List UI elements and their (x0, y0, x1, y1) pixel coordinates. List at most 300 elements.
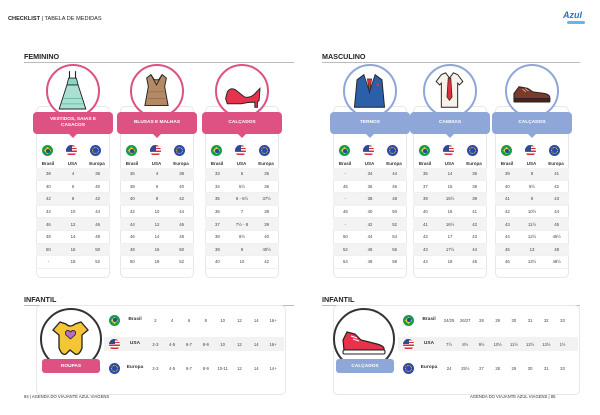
table-cell: - (47, 259, 50, 265)
table-row (333, 206, 407, 219)
column-header: Brasil (41, 161, 55, 166)
table-cell: 12 (237, 341, 242, 347)
table-cell: 7 (240, 209, 244, 215)
table-cell: 54 (392, 234, 398, 240)
table-cell: 40 (504, 183, 510, 189)
azul-logo (563, 10, 591, 28)
table-cell: 16 (154, 246, 160, 252)
table-cell: 42 (504, 209, 510, 215)
column-header: USA (236, 161, 247, 166)
table-cell: 44 (392, 171, 398, 177)
card-icon-circle (215, 64, 269, 118)
brazil-flag-icon (419, 145, 430, 156)
europe-flag-icon (387, 145, 398, 156)
table-cell: 43 (472, 234, 478, 240)
table-cell: 45 (504, 246, 510, 252)
table-row (333, 168, 407, 181)
table-cell: 48½ (552, 259, 561, 265)
table-cell: 6 (71, 183, 75, 189)
table-row (36, 168, 110, 181)
table-cell: 50 (129, 259, 135, 265)
table-row (205, 181, 279, 194)
table-row (36, 256, 110, 269)
page-header (8, 16, 102, 22)
table-cell: 14+ (269, 365, 277, 371)
table-cell: 40 (179, 183, 185, 189)
table-row (495, 181, 569, 194)
column-header: Europa (89, 161, 105, 166)
table-cell: 11½ (527, 221, 537, 227)
table-cell: 48 (367, 259, 373, 265)
table-cell: 37 (214, 221, 220, 227)
table-row (413, 193, 487, 206)
table-cell: 15 (447, 183, 453, 189)
table-cell: 44 (554, 209, 560, 215)
table-row (120, 181, 194, 194)
table-row (120, 206, 194, 219)
table-row (413, 206, 487, 219)
table-cell: 18 (447, 259, 453, 265)
table-row (495, 244, 569, 257)
footer-left: 84 | AGENDA DO VIAJANTE AZUL VIAGENS (24, 394, 110, 399)
column-header: Brasil (418, 161, 432, 166)
table-cell: 56 (392, 246, 398, 252)
table-cell: 41 (422, 221, 428, 227)
table-cell: 8 (155, 196, 159, 202)
table-cell: 6 - 6½ (235, 196, 249, 202)
table-cell: 8½ (462, 341, 469, 347)
table-cell: 42 (95, 196, 101, 202)
logo-swoosh (567, 21, 585, 24)
table-cell: 6-7 (185, 341, 193, 347)
table-cell: 50 (342, 234, 348, 240)
table-cell: 11½ (509, 341, 518, 347)
table-cell: 8-9 (202, 365, 209, 371)
table-cell: 40 (367, 209, 373, 215)
column-header: Europa (258, 161, 274, 166)
section-title-infantil: INFANTIL (322, 295, 355, 304)
table-cell: 17½ (445, 246, 455, 252)
column-header: Brasil (500, 161, 514, 166)
table-cell: 2-3 (152, 365, 159, 371)
table-cell: 4-5 (169, 341, 176, 347)
table-cell: 43 (422, 246, 428, 252)
table-cell: 38 (129, 183, 135, 189)
table-cell: 39 (214, 246, 220, 252)
section-title-feminino: FEMININO (24, 52, 60, 61)
table-cell: 4-5 (169, 365, 176, 371)
table-cell: 38 (179, 171, 185, 177)
card-category-label: CAMISAS (410, 112, 490, 134)
table-row (495, 193, 569, 206)
table-cell: 10½ (527, 209, 537, 215)
table-cell: 12 (70, 221, 76, 227)
table-row (36, 218, 110, 231)
table-row (205, 168, 279, 181)
table-cell: 12½ (526, 341, 535, 347)
table-cell: 46 (45, 221, 51, 227)
table-cell: 46 (392, 183, 398, 189)
table-cell: 46 (504, 259, 510, 265)
table-cell: 7½ - 8 (235, 221, 249, 227)
table-cell: 38 (472, 183, 478, 189)
brazil-flag-icon (42, 145, 53, 156)
brazil-flag-icon (403, 315, 414, 326)
table-row (413, 181, 487, 194)
table-cell: 40 (95, 183, 101, 189)
table-cell: 52 (342, 246, 348, 252)
table-cell: 9 (530, 196, 534, 202)
table-cell: 13 (529, 246, 535, 252)
table-cell: 1½ (559, 341, 566, 347)
card-icon-circle (130, 64, 184, 118)
usa-flag-icon (66, 145, 77, 156)
table-cell: 40 (264, 234, 270, 240)
table-cell: 2-3 (152, 341, 159, 347)
table-row (495, 231, 569, 244)
table-cell: 9½ (478, 341, 485, 347)
table-cell: 42 (422, 234, 428, 240)
shirt-icon (425, 66, 474, 115)
table-cell: 5 (240, 171, 244, 177)
table-cell: - (344, 221, 347, 227)
column-header: Brasil (125, 161, 139, 166)
column-header: Brasil (338, 161, 352, 166)
country-label: Brasil (422, 317, 436, 322)
table-row (36, 244, 110, 257)
table-cell: 38 (264, 209, 270, 215)
table-row (495, 218, 569, 231)
table-cell: 36 (472, 171, 478, 177)
table-cell: 33 (560, 317, 565, 323)
table-row (120, 244, 194, 257)
table-cell: 35 (264, 171, 270, 177)
table-cell: 48 (95, 234, 101, 240)
table-row (333, 181, 407, 194)
table-cell: 50 (95, 246, 101, 252)
table-row (205, 193, 279, 206)
infantil-calcados-label: CALÇADOS (336, 359, 394, 373)
table-row (205, 244, 279, 257)
table-cell: 8 (530, 171, 534, 177)
table-cell: 44 (95, 209, 101, 215)
europe-flag-icon (174, 145, 185, 156)
table-cell: 36 (264, 183, 270, 189)
table-cell: 58 (392, 259, 398, 265)
table-cell: 28 (495, 365, 501, 371)
table-cell: 10½ (493, 341, 502, 347)
table-cell: 16+ (269, 317, 277, 323)
size-table (120, 168, 194, 269)
table-cell: 18 (70, 259, 76, 265)
table-cell: 13½ (542, 341, 551, 347)
column-header: Europa (466, 161, 482, 166)
table-cell: 16 (447, 209, 453, 215)
table-cell: 33 (214, 171, 220, 177)
table-row (333, 193, 407, 206)
table-row (413, 256, 487, 269)
table-cell: 5½ (239, 183, 245, 189)
brazil-flag-icon (211, 145, 222, 156)
table-cell: 50 (392, 209, 398, 215)
table-cell: 17 (447, 234, 453, 240)
table-cell: 7½ (446, 341, 452, 347)
brazil-flag-icon (109, 315, 120, 326)
table-cell: 44 (367, 234, 373, 240)
table-cell: 52 (95, 259, 101, 265)
country-label: USA (129, 341, 141, 346)
table-cell: 10-11 (217, 365, 228, 371)
table-cell: 35 (422, 171, 428, 177)
usa-flag-icon (109, 339, 120, 350)
size-table (333, 168, 407, 269)
table-row (495, 256, 569, 269)
table-cell: - (344, 196, 347, 202)
table-cell: 13½ (527, 259, 537, 265)
table-cell: 26/27 (460, 317, 471, 323)
column-header: Brasil (210, 161, 224, 166)
table-cell: 8½ (239, 234, 245, 240)
table-cell: 46 (179, 221, 185, 227)
table-cell: 27 (479, 365, 484, 371)
table-cell: 6-7 (185, 365, 193, 371)
card-category-label: CALÇADOS (492, 112, 572, 134)
table-cell: 14 (447, 171, 453, 177)
table-cell: 8 (71, 196, 75, 202)
table-cell: 46½ (552, 234, 561, 240)
size-table (495, 168, 569, 269)
table-cell: 40 (422, 209, 428, 215)
section-divider (322, 62, 580, 63)
table-cell: 8-9 (202, 341, 209, 347)
table-cell: 48 (45, 234, 51, 240)
table-cell: 12 (237, 317, 242, 323)
usa-flag-icon (403, 339, 414, 350)
europe-flag-icon (403, 363, 414, 374)
table-cell: 42 (554, 183, 560, 189)
table-cell: 12 (154, 221, 160, 227)
table-cell: 48 (554, 246, 560, 252)
table-row (120, 231, 194, 244)
header-prefix: CHECKLIST (8, 16, 41, 22)
table-cell: 44 (129, 221, 135, 227)
table-cell: 52 (179, 259, 185, 265)
table-row (120, 256, 194, 269)
country-label: Brasil (128, 317, 142, 322)
usa-flag-icon (150, 145, 161, 156)
column-header: USA (67, 161, 78, 166)
europe-flag-icon (549, 145, 560, 156)
table-row (36, 181, 110, 194)
table-cell: 36 (95, 171, 101, 177)
section-title-infantil: INFANTIL (24, 295, 57, 304)
size-table (205, 168, 279, 269)
table-cell: 36 (129, 171, 135, 177)
column-header: USA (364, 161, 375, 166)
usa-flag-icon (443, 145, 454, 156)
europe-flag-icon (467, 145, 478, 156)
column-header: Europa (173, 161, 189, 166)
column-header: USA (526, 161, 537, 166)
table-cell: 41 (504, 196, 510, 202)
card-icon-circle (343, 64, 397, 118)
table-cell: 29 (511, 365, 517, 371)
table-cell: 31 (527, 317, 533, 323)
suit-icon (345, 66, 394, 115)
table-cell: 16½ (445, 221, 455, 227)
table-cell: 42 (264, 259, 270, 265)
table-cell: 42 (367, 221, 373, 227)
size-table (413, 168, 487, 269)
table-cell: 42 (45, 196, 51, 202)
table-row (413, 231, 487, 244)
table-row (205, 256, 279, 269)
table-row (120, 218, 194, 231)
europe-flag-icon (109, 363, 120, 374)
men-shoe-icon (507, 66, 556, 115)
table-cell: 37 (422, 183, 428, 189)
table-cell: 15½ (445, 196, 455, 202)
table-cell: 52 (392, 221, 398, 227)
table-cell: 40 (45, 183, 51, 189)
header-title: | TABELA DE MEDIDAS (41, 16, 102, 22)
logo-text: Azul (563, 10, 582, 20)
table-row (205, 206, 279, 219)
table-cell: 45 (472, 259, 478, 265)
card-icon-circle (46, 64, 100, 118)
table-cell: 30 (511, 317, 517, 323)
table-cell: 8 (204, 317, 207, 323)
table-cell: 48 (129, 246, 135, 252)
table-cell: 39 (422, 196, 428, 202)
table-cell: 4 (171, 317, 174, 323)
table-cell: 42 (129, 209, 135, 215)
card-icon-circle (423, 64, 477, 118)
table-cell: 12½ (527, 234, 537, 240)
table-cell: 4 (71, 171, 75, 177)
table-cell: 10 (239, 259, 245, 265)
table-cell: 46 (342, 183, 348, 189)
table-row (333, 218, 407, 231)
table-cell: 28 (479, 317, 484, 323)
table-cell: 14 (253, 365, 259, 371)
brazil-flag-icon (339, 145, 350, 156)
table-cell: 38 (45, 171, 51, 177)
card-category-label: BLUSAS E MALHAS (117, 112, 197, 134)
table-cell: 12 (237, 365, 242, 371)
table-cell: 16+ (269, 341, 277, 347)
table-row (333, 244, 407, 257)
table-row (36, 231, 110, 244)
table-cell: 6 (155, 183, 159, 189)
section-title-masculino: MASCULINO (322, 52, 366, 61)
table-cell: 10 (154, 209, 160, 215)
table-cell: 2 (154, 317, 157, 323)
table-cell: 9 (240, 246, 244, 252)
table-cell: 50 (45, 246, 51, 252)
table-cell: 40 (214, 259, 220, 265)
table-cell: 41 (554, 171, 560, 177)
table-cell: 48 (342, 209, 348, 215)
table-cell: 14 (253, 341, 259, 347)
table-cell: 39 (504, 171, 510, 177)
table-cell: 44 (422, 259, 428, 265)
dress-icon (48, 66, 97, 115)
table-cell: 43 (554, 196, 560, 202)
blouse-icon (132, 66, 181, 115)
card-category-label: CALÇADOS (202, 112, 282, 134)
table-cell: 38 (367, 196, 373, 202)
usa-flag-icon (525, 145, 536, 156)
usa-flag-icon (363, 145, 374, 156)
table-cell: 10 (220, 341, 225, 347)
table-cell: 40 (129, 196, 135, 202)
europe-flag-icon (259, 145, 270, 156)
table-cell: 10 (70, 209, 76, 215)
infantil-roupas-label: ROUPAS (42, 359, 100, 373)
table-cell: 48 (179, 234, 185, 240)
table-cell: 30 (527, 365, 533, 371)
usa-flag-icon (235, 145, 246, 156)
table-cell: 16 (70, 246, 76, 252)
table-row (120, 193, 194, 206)
table-cell: 36 (214, 209, 220, 215)
table-cell: 24 (446, 365, 452, 371)
table-cell: 44 (472, 246, 478, 252)
high-heel-icon (217, 66, 266, 115)
table-row (333, 256, 407, 269)
table-cell: 39 (264, 221, 270, 227)
table-cell: 54 (342, 259, 348, 265)
table-cell: 14 (154, 234, 160, 240)
table-cell: 37½ (262, 196, 271, 202)
table-row (495, 168, 569, 181)
table-cell: 14 (70, 234, 76, 240)
table-cell: 33 (560, 365, 565, 371)
table-row (495, 206, 569, 219)
column-header: Europa (386, 161, 402, 166)
table-cell: 43 (504, 221, 510, 227)
table-cell: 46 (129, 234, 135, 240)
table-row (413, 168, 487, 181)
table-cell: 24/25 (443, 317, 455, 323)
table-cell: 44 (179, 209, 185, 215)
section-divider (24, 62, 294, 63)
table-cell: 25½ (461, 365, 470, 371)
table-cell: 18 (154, 259, 160, 265)
table-cell: 34 (214, 183, 220, 189)
table-cell: 44 (504, 234, 510, 240)
table-cell: 40½ (262, 246, 271, 252)
column-header: USA (151, 161, 162, 166)
table-row (413, 244, 487, 257)
country-label: Europa (126, 365, 144, 370)
table-cell: 39 (472, 196, 478, 202)
table-row (205, 218, 279, 231)
table-cell: 8½ (529, 183, 535, 189)
footer-right: AGENDA DO VIAJANTE AZUL VIAGENS | 85 (470, 394, 556, 399)
card-category-label: TERNOS (330, 112, 410, 134)
table-cell: 35 (214, 196, 220, 202)
table-cell: 32 (543, 317, 549, 323)
table-row (36, 206, 110, 219)
table-row (36, 193, 110, 206)
table-cell: 14 (253, 317, 259, 323)
table-cell: 45 (554, 221, 560, 227)
table-cell: 34 (367, 171, 373, 177)
europe-flag-icon (90, 145, 101, 156)
column-header: USA (444, 161, 455, 166)
